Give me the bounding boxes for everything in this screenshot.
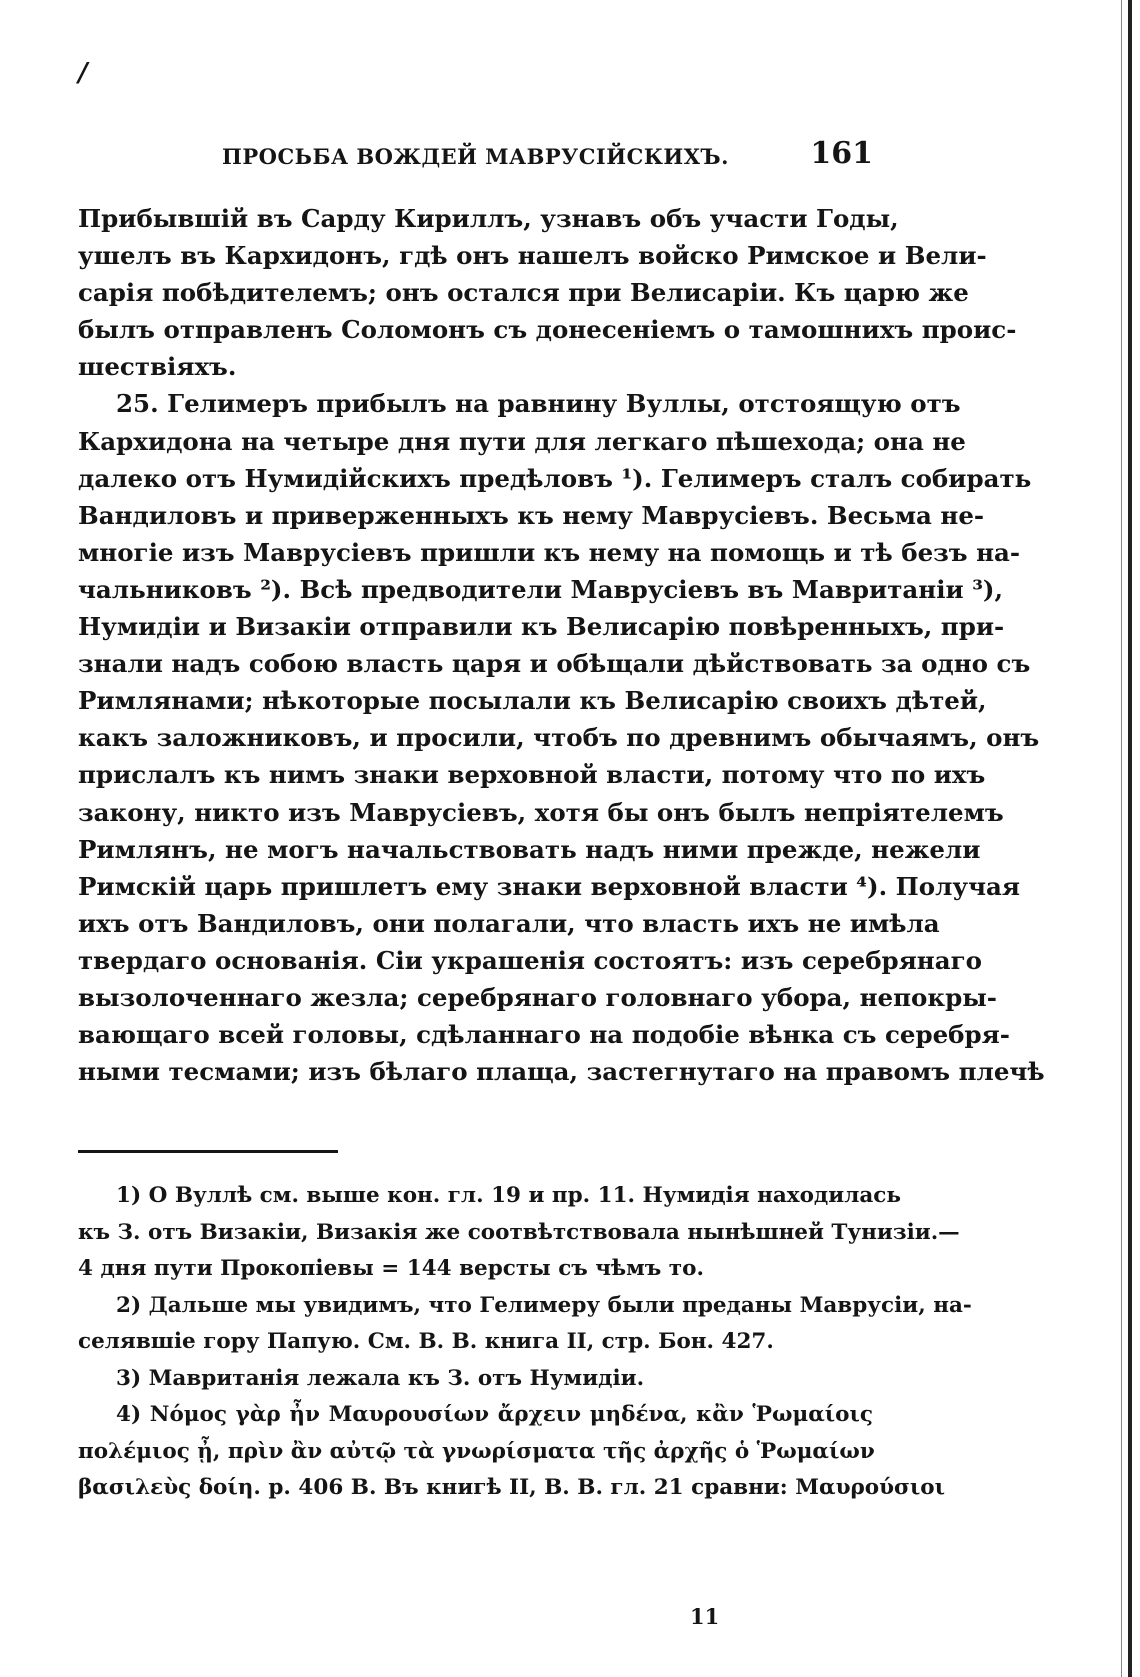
text-line: ихъ отъ Вандиловъ, они полагали, что власть ихъ не имѣла — [78, 908, 940, 938]
text-line: шествіяхъ. — [78, 352, 237, 382]
margin-mark: / — [78, 58, 88, 88]
text-line: Прибывшій въ Сарду Кириллъ, узнавъ объ участи Годы, — [78, 204, 899, 233]
footnote-2: 2) Дальше мы увидимъ, что Гелимеру были преданы Маврусіи, на- — [116, 1292, 972, 1318]
text-line: закону, никто изъ Маврусіевъ, хотя бы онъ былъ непріятелемъ — [78, 797, 1004, 827]
text-line: многіе изъ Маврусіевъ пришли къ нему на помощь и тѣ безъ на- — [78, 537, 1021, 567]
text-line: твердаго основанія. Сіи украшенія состоятъ: изъ серебрянаго — [78, 945, 982, 975]
text-line: вызолоченнаго жезла; серебрянаго головнаго убора, непокры- — [78, 982, 997, 1012]
running-head: ПРОСЬБА ВОЖДЕЙ МАВРУСІЙСКИХЪ. — [222, 144, 729, 169]
footnote-1: 1) О Вуллѣ см. выше кон. гл. 19 и пр. 11. Нумидія находилась — [116, 1183, 901, 1208]
text-line: вающаго всей головы, сдѣланнаго на подобіе вѣнка съ серебря- — [78, 1020, 1010, 1050]
text-line: сарія побѣдителемъ; онъ остался при Велисаріи. Къ царю же — [78, 278, 969, 308]
text-line: Нумидіи и Визакіи отправили къ Велисарію повѣренныхъ, при- — [78, 612, 1005, 642]
footnote-divider — [78, 1150, 338, 1153]
signature-mark: 11 — [690, 1604, 720, 1629]
paragraph-25-start: 25. Гелимеръ прибылъ на равнину Вуллы, отстоящую отъ — [116, 389, 961, 419]
text-line: Римлянами; нѣкоторые посылали къ Велисарію своихъ дѣтей, — [78, 686, 987, 716]
text-line: знали надъ собою власть царя и обѣщали дѣйствовать за одно съ — [78, 649, 1031, 679]
footnote-line: πολέμιος ᾖ, πρὶν ἂν αὐτῷ τὰ γνωρίσματα τῆς ἀρχῆς ὁ Ῥωμαίων — [78, 1438, 875, 1464]
footnote-3: 3) Мавританія лежала къ З. отъ Нумидіи. — [116, 1365, 645, 1391]
footnote-line: къ З. отъ Визакіи, Визакія же соотвѣтствовала нынѣшней Тунизіи.— — [78, 1219, 960, 1245]
text-line: Римскій царь пришлетъ ему знаки верховной власти ⁴). Получая — [78, 871, 1020, 901]
text-line: чальниковъ ²). Всѣ предводители Маврусіевъ въ Мавританіи ³), — [78, 574, 1004, 604]
text-line: ными тесмами; изъ бѣлаго плаща, застегнутаго на правомъ плечѣ — [78, 1057, 1045, 1087]
text-line: Кархидона на четыре дня пути для легкаго пѣшехода; она не — [78, 426, 966, 456]
footnote-line: селявшіе гору Папую. См. В. В. книга II, стр. Бон. 427. — [78, 1329, 774, 1354]
text-line: далеко отъ Нумидійскихъ предѣловъ ¹). Гелимеръ сталъ собирать — [78, 463, 1032, 493]
main-text — [78, 200, 1045, 1090]
footnote-4: 4) Νόμος γὰρ ἦν Μαυρουσίων ἄρχειν μηδένα, κἂν Ῥωμαίοις — [116, 1402, 873, 1427]
text-line: ушелъ въ Кархидонъ, гдѣ онъ нашелъ войско Римское и Вели- — [78, 241, 987, 271]
footnotes — [78, 1178, 972, 1507]
text-line: Вандиловъ и приверженныхъ къ нему Маврусіевъ. Весьма не- — [78, 500, 985, 530]
text-line: прислалъ къ нимъ знаки верховной власти, потому что по ихъ — [78, 760, 986, 790]
page-edge-shadow — [1121, 0, 1122, 1677]
text-line: Римлянъ, не могъ начальствовать надъ ними прежде, нежели — [78, 834, 981, 864]
text-line: какъ заложниковъ, и просили, чтобъ по древнимъ обычаямъ, онъ — [78, 723, 1040, 753]
footnote-line: 4 дня пути Прокопіевы = 144 версты съ чѣмъ то. — [78, 1256, 704, 1281]
page-number: 161 — [810, 136, 873, 171]
text-line: былъ отправленъ Соломонъ съ донесеніемъ о тамошнихъ проис- — [78, 315, 1017, 345]
page-header — [78, 136, 873, 176]
page-edge — [1128, 0, 1132, 1677]
footnote-line: βασιλεὺς δοίη. p. 406 B. Въ книгѣ II, B. B. гл. 21 сравни: Μαυρούσιοι — [78, 1475, 946, 1500]
